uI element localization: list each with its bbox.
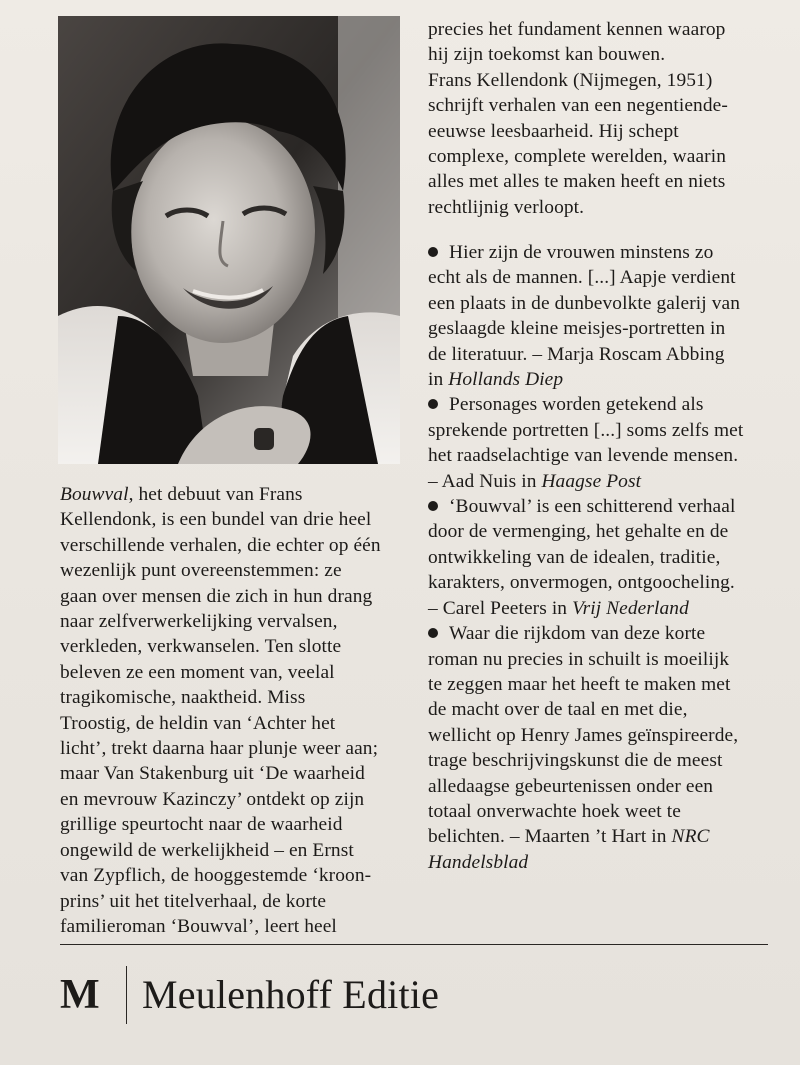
text-segment: rechtlijnig verloopt. bbox=[428, 196, 585, 218]
text-line bbox=[60, 482, 420, 507]
text-line bbox=[428, 697, 776, 722]
text-segment: Kellendonk, is een bundel van drie heel bbox=[60, 509, 372, 531]
italic-title: Vrij Nederland bbox=[572, 597, 689, 619]
text-segment: karakters, onvermogen, ontgoocheling. bbox=[428, 572, 735, 594]
author-bio-column bbox=[428, 17, 776, 220]
text-segment: alles met alles te maken heeft en niets bbox=[428, 171, 726, 193]
text-segment: beleven ze een moment van, veelal bbox=[60, 661, 335, 683]
text-line bbox=[60, 838, 420, 863]
text-line bbox=[428, 621, 776, 646]
text-line bbox=[60, 558, 420, 583]
italic-title: NRC bbox=[671, 826, 710, 848]
text-line bbox=[428, 774, 776, 799]
text-segment: in bbox=[428, 369, 449, 391]
text-line bbox=[428, 723, 776, 748]
text-line bbox=[428, 169, 776, 194]
text-segment: wellicht op Henry James geïnspireerde, bbox=[428, 724, 739, 746]
text-line bbox=[428, 596, 776, 621]
text-segment: ontwikkeling van de idealen, traditie, bbox=[428, 546, 721, 568]
press-quote bbox=[428, 240, 776, 392]
text-segment: ‘Bouwval’ is een schitterend verhaal bbox=[449, 496, 736, 518]
text-line bbox=[60, 609, 420, 634]
text-line bbox=[60, 507, 420, 532]
text-segment: Waar die rijkdom van deze korte bbox=[449, 623, 706, 645]
blurb-column bbox=[60, 482, 420, 939]
text-segment: precies het fundament kennen waarop bbox=[428, 19, 726, 40]
bullet-icon bbox=[428, 628, 438, 638]
text-segment: Frans Kellendonk (Nijmegen, 1951) bbox=[428, 69, 713, 91]
text-segment: prins’ uit het titelverhaal, de korte bbox=[60, 890, 327, 912]
bullet-icon bbox=[428, 501, 438, 511]
text-line bbox=[428, 850, 776, 875]
text-line bbox=[428, 42, 776, 67]
text-line bbox=[428, 748, 776, 773]
author-portrait-illustration bbox=[58, 16, 400, 464]
text-line bbox=[60, 634, 420, 659]
logo-separator bbox=[126, 966, 127, 1024]
bullet-icon bbox=[428, 399, 438, 409]
italic-title: Haagse Post bbox=[541, 470, 642, 492]
text-segment: alledaagse gebeurtenissen onder een bbox=[428, 775, 714, 797]
text-line bbox=[60, 736, 420, 761]
text-segment: door de vermenging, het gehalte en de bbox=[428, 521, 729, 543]
text-line bbox=[428, 265, 776, 290]
text-segment: verkleden, verkwanselen. Ten slotte bbox=[60, 636, 342, 658]
text-segment: te zeggen maar het heeft te maken met bbox=[428, 673, 731, 695]
text-segment: licht’, trekt daarna haar plunje weer aan; bbox=[60, 738, 379, 760]
text-line bbox=[428, 570, 776, 595]
text-line bbox=[60, 914, 420, 939]
text-segment: ongewild de werkelijkheid – en Ernst bbox=[60, 839, 354, 861]
text-line bbox=[428, 240, 776, 265]
text-line bbox=[60, 761, 420, 786]
text-line bbox=[428, 291, 776, 316]
text-line bbox=[428, 17, 776, 42]
text-line bbox=[428, 824, 776, 849]
press-quote bbox=[428, 392, 776, 494]
text-line bbox=[428, 647, 776, 672]
imprint-name: Meulenhoff Editie bbox=[142, 972, 440, 1017]
press-quote bbox=[428, 621, 776, 875]
press-quote bbox=[428, 494, 776, 621]
footer-divider bbox=[60, 944, 768, 945]
text-segment: Hier zijn de vrouwen minstens zo bbox=[449, 242, 714, 263]
text-segment: schrijft verhalen van een negentiende- bbox=[428, 95, 728, 117]
text-segment: sprekende portretten [...] soms zelfs met bbox=[428, 419, 744, 441]
text-segment: tragikomische, naaktheid. Miss bbox=[60, 687, 306, 709]
text-line bbox=[428, 392, 776, 417]
text-line bbox=[60, 584, 420, 609]
text-line bbox=[60, 787, 420, 812]
text-line bbox=[428, 316, 776, 341]
text-line bbox=[428, 443, 776, 468]
text-segment: belichten. – Maarten ’t Hart in bbox=[428, 826, 672, 848]
text-segment: complexe, complete werelden, waarin bbox=[428, 146, 726, 168]
text-line bbox=[428, 119, 776, 144]
text-segment: – Aad Nuis in bbox=[428, 470, 542, 492]
text-segment: roman nu precies in schuilt is moeilijk bbox=[428, 648, 730, 670]
text-segment: wezenlijk punt overeenstemmen: ze bbox=[60, 560, 342, 582]
text-segment: een plaats in de dunbevolkte galerij van bbox=[428, 292, 740, 314]
text-segment: en mevrouw Kazinczy’ ontdekt op zijn bbox=[60, 788, 365, 810]
text-segment: totaal onverwachte hoek weet te bbox=[428, 800, 681, 822]
text-segment: het raadselachtige van levende mensen. bbox=[428, 445, 739, 467]
text-segment: maar Van Stakenburg uit ‘De waarheid bbox=[60, 763, 365, 785]
text-segment: van Zypflich, de hooggestemde ‘kroon- bbox=[60, 865, 372, 887]
italic-title: Bouwval bbox=[60, 484, 129, 505]
press-quotes-column bbox=[428, 240, 776, 875]
text-line bbox=[428, 367, 776, 392]
text-segment: grillige speurtocht naar de waarheid bbox=[60, 814, 343, 836]
text-line bbox=[428, 494, 776, 519]
text-line bbox=[428, 469, 776, 494]
italic-title: Handelsblad bbox=[428, 851, 529, 873]
text-line bbox=[60, 812, 420, 837]
text-line bbox=[60, 685, 420, 710]
text-segment: de macht over de taal en met die, bbox=[428, 699, 688, 721]
text-line bbox=[428, 672, 776, 697]
text-segment: naar zelfverwerkelijking vervalsen, bbox=[60, 611, 338, 633]
text-segment: – Carel Peeters in bbox=[428, 597, 573, 619]
text-segment: , het debuut van Frans bbox=[128, 484, 303, 505]
text-segment: trage beschrijvingskunst die de meest bbox=[428, 750, 723, 772]
text-segment: geslaagde kleine meisjes-portretten in bbox=[428, 318, 726, 340]
text-line bbox=[428, 195, 776, 220]
text-line bbox=[60, 711, 420, 736]
text-line bbox=[60, 889, 420, 914]
author-photo bbox=[58, 16, 400, 464]
text-line bbox=[428, 799, 776, 824]
text-segment: hij zijn toekomst kan bouwen. bbox=[428, 44, 666, 66]
bullet-icon bbox=[428, 247, 438, 257]
text-line bbox=[428, 144, 776, 169]
text-line bbox=[428, 68, 776, 93]
italic-title: Hollands Diep bbox=[448, 369, 564, 391]
text-segment: eeuwse leesbaarheid. Hij schept bbox=[428, 120, 679, 142]
text-line bbox=[428, 519, 776, 544]
text-line bbox=[428, 342, 776, 367]
text-segment: gaan over mensen die zich in hun drang bbox=[60, 585, 373, 607]
text-segment: familieroman ‘Bouwval’, leert heel bbox=[60, 915, 337, 937]
text-line bbox=[428, 93, 776, 118]
text-line bbox=[60, 533, 420, 558]
text-line bbox=[428, 545, 776, 570]
text-segment: verschillende verhalen, die echter op één bbox=[60, 534, 381, 556]
text-line bbox=[60, 660, 420, 685]
text-segment: de literatuur. – Marja Roscam Abbing bbox=[428, 343, 725, 365]
text-segment: Troostig, de heldin van ‘Achter het bbox=[60, 712, 336, 734]
publisher-logo: M bbox=[60, 972, 99, 1018]
text-segment: echt als de mannen. [...] Aapje verdient bbox=[428, 267, 736, 289]
text-line bbox=[60, 863, 420, 888]
text-line bbox=[428, 418, 776, 443]
text-segment: Personages worden getekend als bbox=[449, 394, 704, 416]
